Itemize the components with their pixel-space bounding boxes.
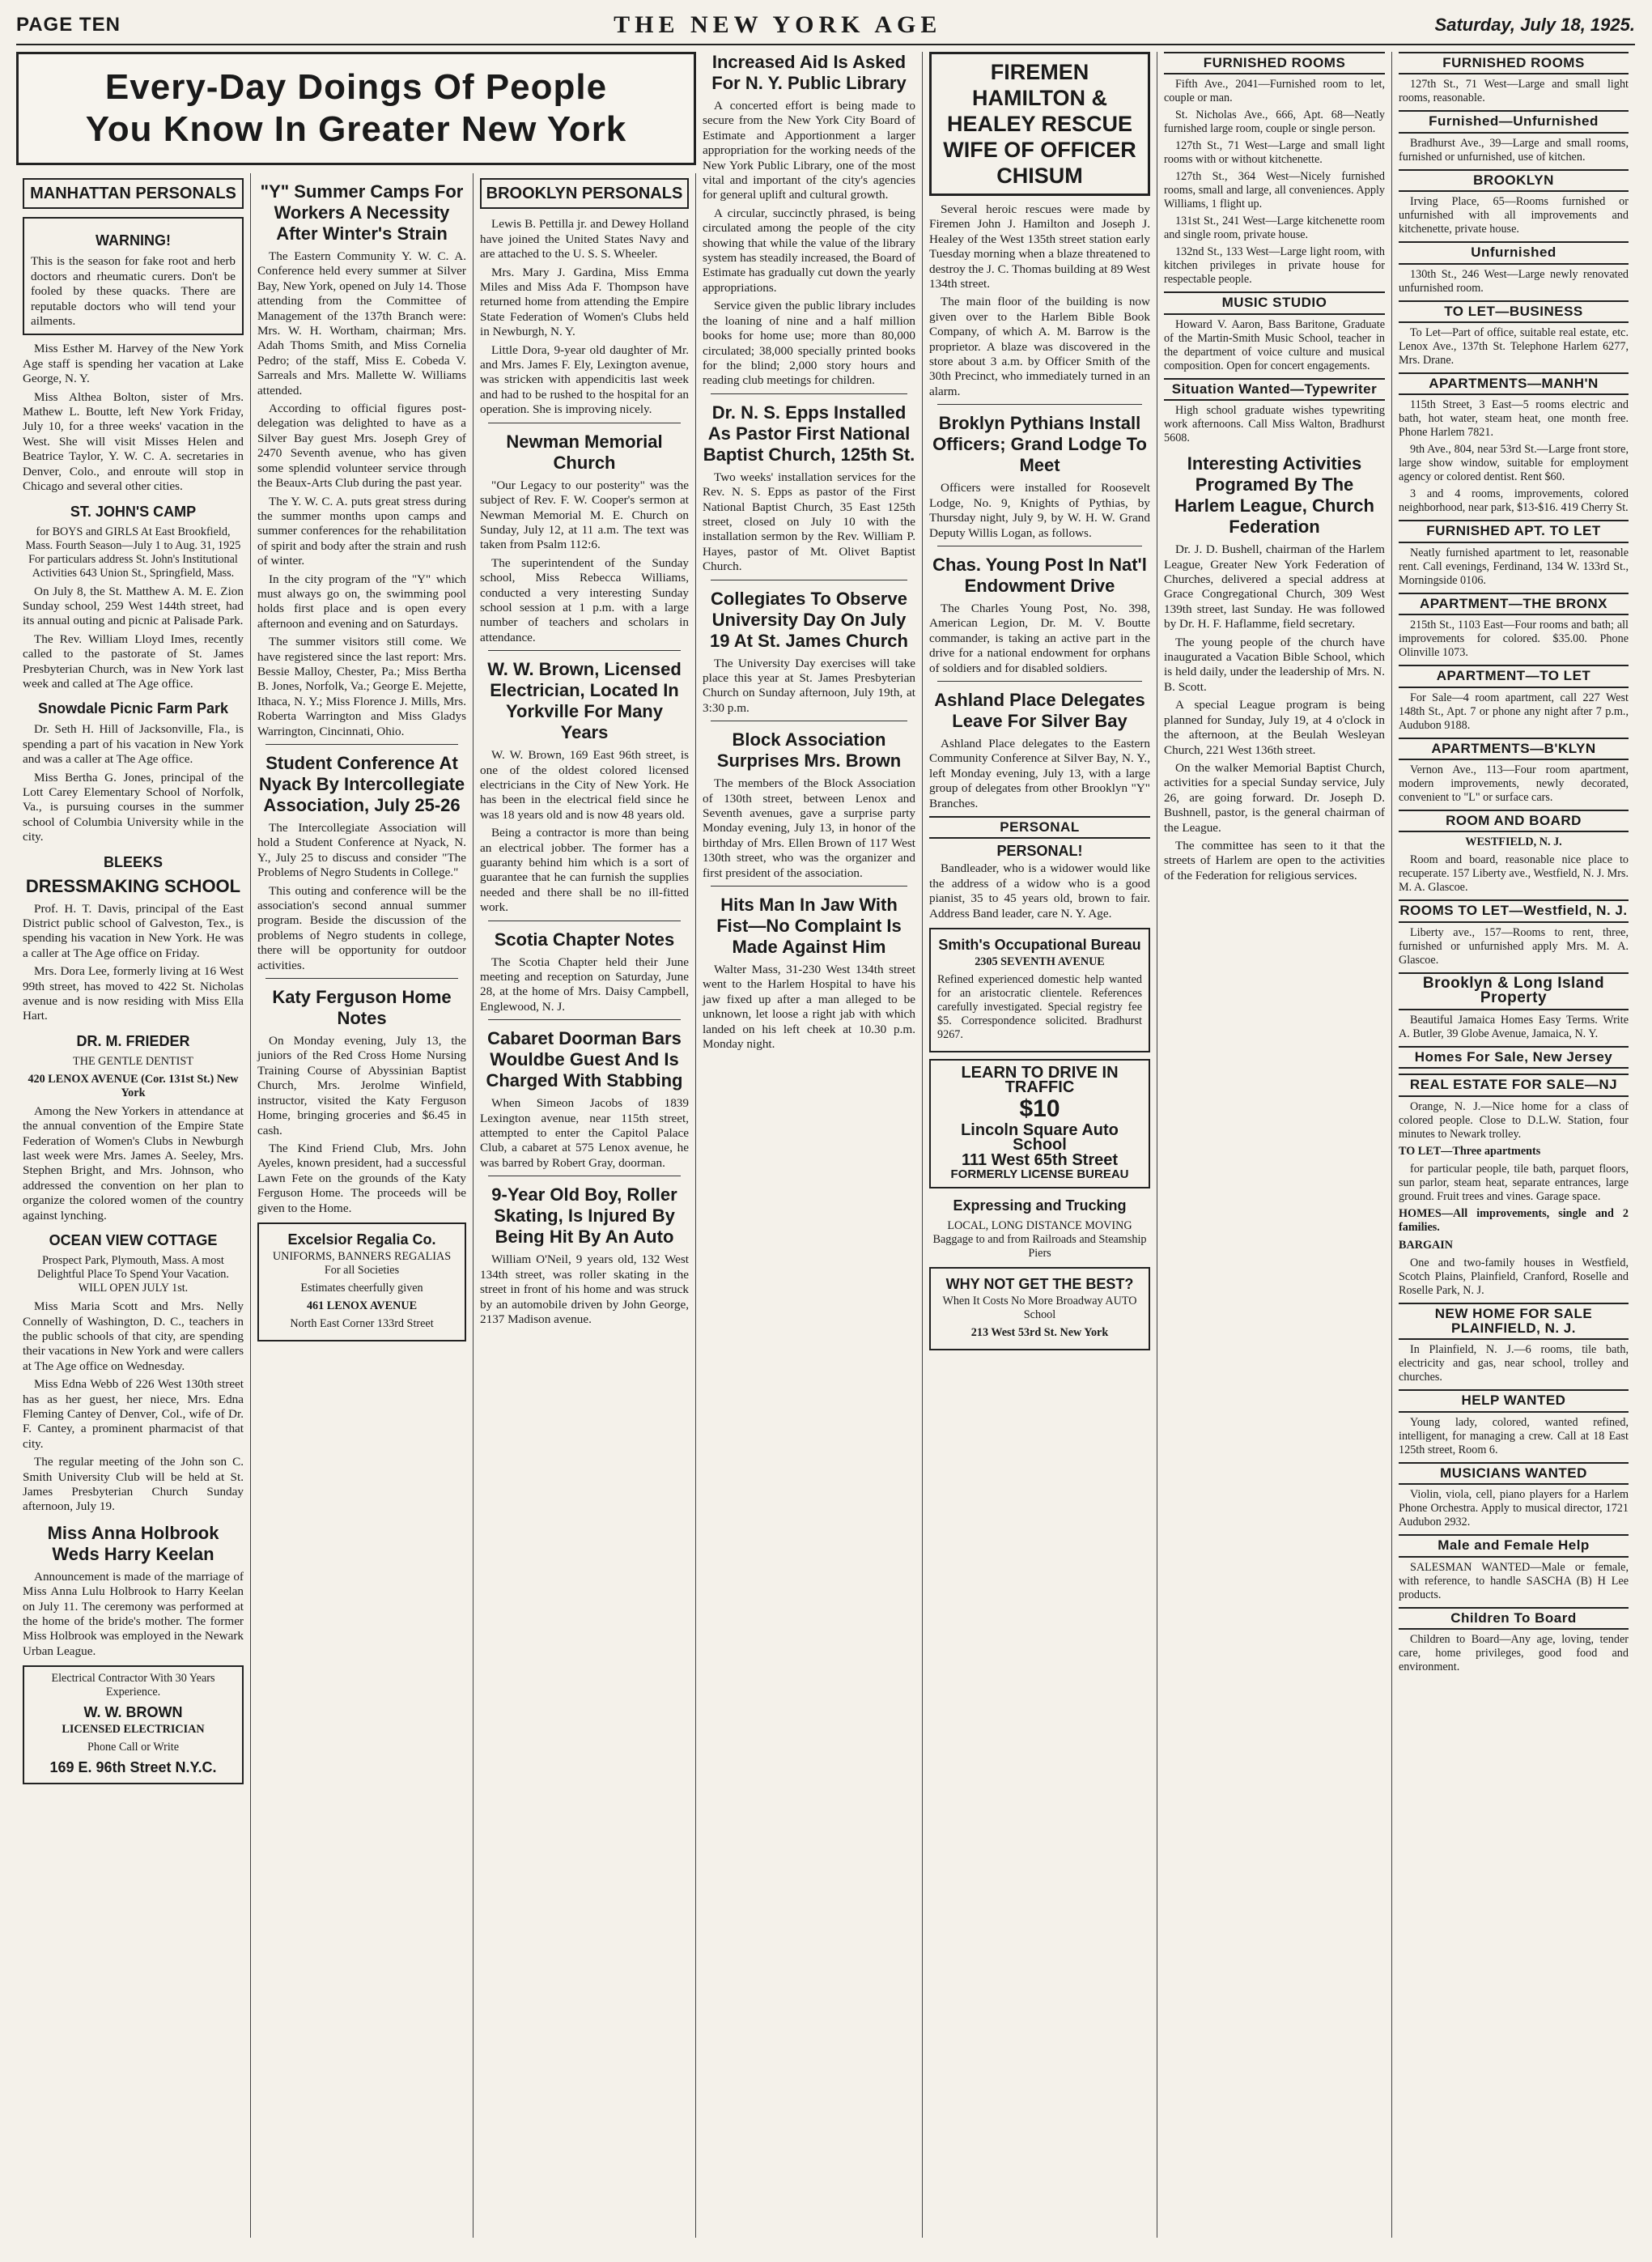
article-text: Mrs. Dora Lee, formerly living at 16 West 99th street, has moved to 422 St. Nicholas avenue and is now residing with Miss Ella Hart. bbox=[23, 964, 244, 1023]
musicians-wanted-head: MUSICIANS WANTED bbox=[1399, 1462, 1629, 1485]
classified-ad: 9th Ave., 804, near 53rd St.—Large front store, large show window, suitable for employment agency or colored dentist. Rent $60. bbox=[1399, 443, 1629, 484]
excelsior-ad-line: Estimates cheerfully given bbox=[300, 1281, 423, 1295]
article-text: The Eastern Community Y. W. C. A. Conference held every summer at Silver Bay, New York, opened on July 14. Those attending from the Committee of Management of the 137th Branch were: Mrs. W. H. Wortham, chairman; Mrs. Adah Thoms Smith, and Miss Cornelia Pedro; of the staff, Miss E. Cobeda V. Sarreals and Mrs. Mallette W. Williams attended. bbox=[257, 249, 466, 398]
classified-ad: for particular people, tile bath, parquet floors, sun parlor, steam heat, separate entrances, large ground. Fruit trees and vines. Garage space. bbox=[1399, 1162, 1629, 1203]
classified-ad: Children to Board—Any age, loving, tender care, home privileges, good food and environment. bbox=[1399, 1632, 1629, 1673]
article-text: The Rev. William Lloyd Imes, recently called to the pastorate of St. James Presbyterian Church, was in New York last week and called at The Age office. bbox=[23, 631, 244, 691]
newspaper-page bbox=[16, 6, 1635, 2249]
driving-ad-line: LEARN TO DRIVE IN TRAFFIC bbox=[961, 1064, 1119, 1097]
masthead bbox=[16, 6, 1635, 45]
article-text: Walter Mass, 31-230 West 134th street went to the Harlem Hospital to have his jaw fixed up after a man alleged to be unknown, let loose a right jab with which landed on his left cheek at 10.30 p.m. Monday night. bbox=[703, 963, 915, 1052]
article-text: A circular, succinctly phrased, is being circulated among the people of the city showing that while the value of the library system has steadily increased, the Board of Estimate has gradually cut down the yearly appropriations. bbox=[703, 206, 915, 295]
article-text: Mrs. Mary J. Gardina, Miss Emma Miles and Miss Ada F. Thompson have returned home from attending the Empire State Federation of Women's Clubs held in Newburgh, N. Y. bbox=[480, 265, 689, 339]
manhattan-personals-title: MANHATTAN PERSONALS bbox=[23, 178, 244, 209]
plainfield-head: NEW HOME FOR SALE PLAINFIELD, N. J. bbox=[1399, 1303, 1629, 1341]
article-text: When Simeon Jacobs of 1839 Lexington avenue, near 115th street, attempted to enter the Capitol Palace Club, a cabaret at 575 Lenox avenue, he was barred by Robert Gray, doorman. bbox=[480, 1096, 689, 1170]
children-to-board-head: Children To Board bbox=[1399, 1607, 1629, 1630]
harlem-league-headline: Interesting Activities Programed By The Harlem League, Church Federation bbox=[1174, 453, 1374, 538]
student-conference-headline: Student Conference At Nyack By Intercollegiate Association, July 25-26 bbox=[258, 753, 465, 815]
brown-electrician-ad bbox=[23, 1665, 244, 1784]
article-text: The Kind Friend Club, Mrs. John Ayeles, known president, had a successful Lawn Fete on the grounds of the Katy Ferguson Home. The proceeds will be given to the Home. bbox=[257, 1141, 466, 1215]
classified-ad: Violin, viola, cell, piano players for a Harlem Phone Orchestra. Apply to musical director, 1721 Audubon 2932. bbox=[1399, 1488, 1629, 1529]
excelsior-ad-line: North East Corner 133rd Street bbox=[290, 1316, 434, 1330]
brown-electrician-headline: W. W. Brown, Licensed Electrician, Located In Yorkville For Many Years bbox=[487, 659, 682, 743]
article-text: "Our Legacy to our posterity" was the subject of Rev. F. W. Cooper's sermon at Newman Memorial M. E. Church on Sunday, July 12, at 11 a.m. The text was taken from Psalm 112:6. bbox=[480, 478, 689, 552]
library-headline: Increased Aid Is Asked For N. Y. Public Library bbox=[711, 52, 907, 93]
personal-ad-title: PERSONAL! bbox=[996, 843, 1083, 860]
column-1 bbox=[16, 173, 251, 2238]
personal-ad-text: Bandleader, who is a widower would like the address of a widow who is a good pianist, 35 to 45 years old, brown to fair. Address Band leader, care N. Y. Age. bbox=[929, 861, 1150, 921]
room-and-board-head: ROOM AND BOARD bbox=[1399, 810, 1629, 832]
divider bbox=[937, 681, 1142, 682]
brown-ad-line: Phone Call or Write bbox=[87, 1741, 180, 1754]
apartments-manhattan-head: APARTMENTS—MANH'N bbox=[1399, 372, 1629, 395]
article-text: Miss Esther M. Harvey of the New York Age staff is spending her vacation at Lake George, N. Y. bbox=[23, 342, 244, 386]
article-text: The committee has seen to it that the streets of Harlem are open to the activities of the Federation for religious services. bbox=[1164, 838, 1385, 882]
driving-ad-school: Lincoln Square Auto School bbox=[961, 1120, 1119, 1154]
hits-man-headline: Hits Man In Jaw With Fist—No Complaint Is Made Against Him bbox=[716, 895, 902, 958]
classified-ad: 130th St., 246 West—Large newly renovated unfurnished room. bbox=[1399, 267, 1629, 295]
frieder-ad-subtitle: THE GENTLE DENTIST bbox=[73, 1054, 193, 1068]
article-text: The Charles Young Post, No. 398, American Legion, Dr. M. V. Boutte commander, is taking an active part in the drive for a national endowment for orphans of soldiers and for disabled soldiers. bbox=[929, 601, 1150, 675]
furnished-unfurnished-head: Furnished—Unfurnished bbox=[1399, 110, 1629, 133]
article-text: William O'Neil, 9 years old, 132 West 134th street, was roller skating in the street in front of his home and was struck by an automobile driven by John George, 2137 Madison avenue. bbox=[480, 1252, 689, 1326]
column-6 bbox=[1157, 52, 1392, 2238]
classified-ad: For Sale—4 room apartment, call 227 West 148th St., Apt. 7 or phone any night after 7 p.m., Audubon 9188. bbox=[1399, 691, 1629, 732]
article-text: This outing and conference will be the association's second annual summer program. Beside the discussion of the problems of Negro students in college, there will be opportunity for outdoor activities. bbox=[257, 883, 466, 972]
driving-school-ad bbox=[929, 1059, 1150, 1188]
smith-ad-title: Smith's Occupational Bureau bbox=[938, 937, 1141, 953]
holbrook-headline: Miss Anna Holbrook Weds Harry Keelan bbox=[47, 1522, 219, 1564]
issue-date: Saturday, July 18, 1925. bbox=[1434, 15, 1635, 35]
collegiates-headline: Collegiates To Observe University Day On July 19 At St. James Church bbox=[710, 588, 908, 651]
article-text: Lewis B. Pettilla jr. and Dewey Holland have joined the United States Navy and are attached to the U. S. S. Wheeler. bbox=[480, 217, 689, 261]
katy-ferguson-headline: Katy Ferguson Home Notes bbox=[272, 987, 452, 1029]
brooklyn-sub-head: BROOKLYN bbox=[1399, 169, 1629, 192]
article-text: Among the New Yorkers in attendance at the annual convention of the Empire State Federation of Women's Clubs in Newburgh last week were Mrs. James A. Seeley, Mrs. Stephen Bright, and Mrs. Johnson, who addressed the convention on her plan to organize the colored women of the country against lynching. bbox=[23, 1103, 244, 1222]
divider bbox=[711, 886, 907, 887]
classified-ad: 127th St., 71 West—Large and small light rooms with or without kitchenette. bbox=[1164, 139, 1385, 167]
classified-ad: Orange, N. J.—Nice home for a class of colored people. Close to D.L.W. Station, four minutes to Newark trolley. bbox=[1399, 1099, 1629, 1141]
banner-line-2: You Know In Greater New York bbox=[85, 109, 627, 149]
frieder-ad-title: DR. M. FRIEDER bbox=[76, 1032, 190, 1049]
ocean-view-ad-text: Prospect Park, Plymouth, Mass. A most Delightful Place To Spend Your Vacation. WILL OPEN JULY 1st. bbox=[37, 1254, 229, 1295]
apartment-to-let-head: APARTMENT—TO LET bbox=[1399, 665, 1629, 687]
warning-box bbox=[23, 217, 244, 335]
smith-ad-text: Refined experienced domestic help wanted for an aristocratic clientele. References carefully investigated. Special registry fee $5. Correspondence solicited. Bradhurst 9267. bbox=[937, 973, 1142, 1041]
column-5 bbox=[923, 52, 1157, 2238]
epps-headline: Dr. N. S. Epps Installed As Pastor First National Baptist Church, 125th St. bbox=[703, 402, 915, 465]
dressmaking-ad-title: DRESSMAKING SCHOOL bbox=[25, 875, 241, 896]
article-text: Dr. Seth H. Hill of Jacksonville, Fla., is spending a part of his vacation in New York and was a caller at The Age office. bbox=[23, 722, 244, 767]
classified-ad: 127th St., 71 West—Large and small light rooms, reasonable. bbox=[1399, 78, 1629, 105]
brooklyn-personals-title: BROOKLYN PERSONALS bbox=[480, 178, 689, 209]
column-4 bbox=[696, 52, 923, 2238]
divider bbox=[265, 978, 458, 979]
classified-ad: Beautiful Jamaica Homes Easy Terms. Write A. Butler, 39 Globe Avenue, Jamaica, N. Y. bbox=[1399, 1013, 1629, 1040]
article-text: On July 8, the St. Matthew A. M. E. Zion Sunday school, 259 West 144th street, had its annual outing and picnic at Palisade Park. bbox=[23, 584, 244, 628]
newman-church-headline: Newman Memorial Church bbox=[506, 431, 663, 473]
column-7 bbox=[1392, 52, 1635, 2238]
firemen-headline: FIREMEN HAMILTON & HEALEY RESCUE WIFE OF OFFICER CHISUM bbox=[929, 52, 1150, 196]
warning-text: This is the season for fake root and herb doctors and rheumatic curers. Don't be fooled by these quacks. There are reputable doctors who will tend your ailments. bbox=[31, 254, 236, 329]
classified-ad: 127th St., 364 West—Nicely furnished rooms, small and large, all conveniences. Apply Williams, 1 flight up. bbox=[1164, 170, 1385, 211]
smith-ad-address: 2305 SEVENTH AVENUE bbox=[975, 955, 1105, 968]
broadway-ad-title: WHY NOT GET THE BEST? bbox=[945, 1276, 1134, 1293]
camp-ad-text: for BOYS and GIRLS At East Brookfield, Mass. Fourth Season—July 1 to Aug. 31, 1925 For particulars address St. John's Institutional Activities 643 Union St., Springfield, Mass. bbox=[25, 525, 241, 580]
brown-ad-line: Electrical Contractor With 30 Years Experience. bbox=[51, 1672, 215, 1699]
classified-ad: High school graduate wishes typewriting work afternoons. Call Miss Walton, Bradhurst 5608. bbox=[1164, 404, 1385, 445]
article-text: On the walker Memorial Baptist Church, activities for a special Sunday service, July 26, are going forward. Dr. Joseph D. Bushnell, pastor, is the general chairman of the League. bbox=[1164, 760, 1385, 835]
brown-ad-address: 169 E. 96th Street N.Y.C. bbox=[49, 1759, 217, 1776]
article-text: According to official figures post-delegation was delighted to have as a Silver Bay guest Mrs. Joseph Grey of 2470 Seventh avenue, who has given some splendid volunteer service through the Beaux-Arts Club during the past year. bbox=[257, 402, 466, 491]
page-label: PAGE TEN bbox=[16, 14, 121, 36]
excelsior-ad-title: Excelsior Regalia Co. bbox=[287, 1231, 436, 1248]
real-estate-head: REAL ESTATE FOR SALE—NJ bbox=[1399, 1074, 1629, 1096]
classified-ad: Neatly furnished apartment to let, reasonable rent. Call evenings, Ferdinand, 134 W. 133rd St., Morningside 0106. bbox=[1399, 546, 1629, 587]
expressing-ad-text: LOCAL, LONG DISTANCE MOVING Baggage to and from Railroads and Steamship Piers bbox=[932, 1219, 1147, 1261]
article-text: The young people of the church have inaugurated a Vacation Bible School, which is held daily, under the leadership of Mrs. N. B. Scott. bbox=[1164, 635, 1385, 694]
divider bbox=[265, 744, 458, 745]
classified-ad: To Let—Part of office, suitable real estate, etc. Lenox Ave., 137th St. Telephone Harlem 6277, Mrs. Drane. bbox=[1399, 326, 1629, 368]
article-text: Several heroic rescues were made by Firemen John J. Hamilton and Joseph J. Healey of the West 135th street station early Tuesday morning when a blaze threatened to destroy the J. C. Thomas building at 89 West 134th street. bbox=[929, 202, 1150, 291]
classified-ad: 132nd St., 133 West—Large light room, with kitchen privileges in private house for respectable people. bbox=[1164, 245, 1385, 287]
banner-line-1: Every-Day Doings Of People bbox=[104, 67, 608, 107]
article-text: A special League program is being planned for Sunday, July 19, at 4 o'clock in the afternoon, at the Beulah Wesleyan Church, 221 West 136th street. bbox=[1164, 698, 1385, 757]
classified-ad: Liberty ave., 157—Rooms to rent, three, furnished or unfurnished apply Mrs. M. A. Glascoe. bbox=[1399, 925, 1629, 967]
furnished-rooms-head: FURNISHED ROOMS bbox=[1164, 52, 1385, 74]
classified-ad: Vernon Ave., 113—Four room apartment, modern improvements, newly decorated, convenient to "L" or surface cars. bbox=[1399, 763, 1629, 805]
article-text: Dr. J. D. Bushell, chairman of the Harlem League, Greater New York Federation of Churches, delivered a special address at Grace Congregational Church, 309 West 139th street, last Sunday. He was followed by Dr. H. F. Haflamme, field secretary. bbox=[1164, 542, 1385, 631]
article-text: W. W. Brown, 169 East 96th street, is one of the oldest colored licensed electricians in the City of New York. He has been in the electrical field since he was 18 years old and is now 48 years old. bbox=[480, 748, 689, 822]
situation-wanted-head: Situation Wanted—Typewriter bbox=[1164, 378, 1385, 401]
broadway-auto-ad bbox=[929, 1267, 1150, 1350]
divider bbox=[711, 393, 907, 394]
article-text: Prof. H. T. Davis, principal of the East District public school of Galveston, Tex., is spending his vacation in New York. He was a caller at The Age office on Friday. bbox=[23, 901, 244, 960]
male-female-help-head: Male and Female Help bbox=[1399, 1534, 1629, 1557]
classified-ad: Irving Place, 65—Rooms furnished or unfurnished with all improvements and kitchenette, private house. bbox=[1399, 195, 1629, 236]
classified-ad: One and two-family houses in Westfield, Scotch Plains, Plainfield, Cranford, Roselle and Roselle Park, N. J. bbox=[1399, 1256, 1629, 1297]
article-text: Ashland Place delegates to the Eastern Community Conference at Silver Bay, N. Y., left Monday evening, July 13, with a large group of delegates from other Brooklyn "Y" Branches. bbox=[929, 736, 1150, 810]
article-text: The Intercollegiate Association will hold a Student Conference at Nyack, N. Y., July 25 to discuss and consider "The Problems of Negro Students in College." bbox=[257, 821, 466, 880]
expressing-ad-title: Expressing and Trucking bbox=[953, 1197, 1127, 1214]
apartments-brooklyn-head: APARTMENTS—B'KLYN bbox=[1399, 738, 1629, 760]
classified-ad: Bradhurst Ave., 39—Large and small rooms, furnished or unfurnished, use of kitchen. bbox=[1399, 136, 1629, 164]
classified-ad: Room and board, reasonable nice place to recuperate. 157 Liberty ave., Westfield, N. J. Mrs. M. A. Glascoe. bbox=[1399, 853, 1629, 895]
to-let-apartments-head: TO LET—Three apartments bbox=[1399, 1144, 1541, 1158]
article-text: Little Dora, 9-year old daughter of Mr. and Mrs. James F. Ely, Lexington avenue, was stricken with appendicitis last week and had to be rushed to the hospital for an operation. She is improving nicely. bbox=[480, 342, 689, 417]
to-let-business-head: TO LET—BUSINESS bbox=[1399, 300, 1629, 323]
driving-ad-price: $10 bbox=[1019, 1095, 1060, 1122]
column-3 bbox=[474, 173, 696, 2238]
help-wanted-head: HELP WANTED bbox=[1399, 1389, 1629, 1412]
furnished-rooms-head: FURNISHED ROOMS bbox=[1399, 52, 1629, 74]
bleeks-ad-title: BLEEKS bbox=[103, 853, 163, 870]
article-text: The summer visitors still come. We have registered since the last report: Mrs. Bessie Malloy, Chester, Pa.; Miss Bertha B. Jones, Norfolk, Va.; George E. Mejette, Ithaca, N. Y.; Miss Florence J. Mills, Mrs. Roberta Warrington and Miss Gladys Warrington, Cincinnati, Ohio. bbox=[257, 635, 466, 738]
snowdale-ad-title: Snowdale Picnic Farm Park bbox=[37, 700, 229, 717]
music-studio-head: MUSIC STUDIO bbox=[1164, 291, 1385, 314]
scotia-chapter-headline: Scotia Chapter Notes bbox=[494, 929, 675, 950]
broadway-ad-text: When It Costs No More Broadway AUTO School bbox=[942, 1295, 1137, 1322]
classified-ad: Young lady, colored, wanted refined, intelligent, for managing a crew. Call at 18 East 125th street, Room 6. bbox=[1399, 1415, 1629, 1456]
article-text: The superintendent of the Sunday school, Miss Rebecca Williams, conducted a very interesting Sunday school session at 1 p.m. with a large number of teachers and scholars in attendance. bbox=[480, 555, 689, 644]
divider bbox=[488, 1019, 681, 1020]
excelsior-ad-line: UNIFORMS, BANNERS REGALIAS For all Societies bbox=[272, 1249, 452, 1277]
young-post-headline: Chas. Young Post In Nat'l Endowment Drive bbox=[932, 554, 1147, 596]
warning-title: WARNING! bbox=[96, 232, 171, 249]
apartment-bronx-head: APARTMENT—THE BRONX bbox=[1399, 593, 1629, 615]
column-2 bbox=[251, 173, 474, 2238]
smith-bureau-ad bbox=[929, 928, 1150, 1052]
article-text: Service given the public library includes the loaning of nine and a half million books for home use; more than 80,000 circulated; 38,000 specially printed books for the blind; 2,000 story hours and reading club meetings for children. bbox=[703, 299, 915, 388]
classified-ad: 215th St., 1103 East—Four rooms and bath; all improvements for colored. $35.00. Phone Olinville 1073. bbox=[1399, 619, 1629, 660]
article-text: Being a contractor is more than being an electrical jobber. The former has a guaranty behind him which is a sort of guarantee that he can furnish the supplies needed and there shall be no ill-fitted work. bbox=[480, 826, 689, 915]
westfield-rooms-head: ROOMS TO LET—Westfield, N. J. bbox=[1399, 899, 1629, 922]
block-association-headline: Block Association Surprises Mrs. Brown bbox=[716, 729, 902, 772]
classified-ad: SALESMAN WANTED—Male or female, with reference, to handle SASCHA (B) H Lee products. bbox=[1399, 1560, 1629, 1601]
article-text: The regular meeting of the John son C. Smith University Club will be held at St. James Presbyterian Church Sunday afternoon, July 19. bbox=[23, 1455, 244, 1514]
ashland-headline: Ashland Place Delegates Leave For Silver Bay bbox=[934, 689, 1145, 731]
classified-ad: 115th Street, 3 East—5 rooms electric and bath, hot water, steam heat, one month free. Phone Harlem 7821. bbox=[1399, 398, 1629, 440]
ocean-view-ad-title: OCEAN VIEW COTTAGE bbox=[49, 1232, 218, 1249]
classified-ad: St. Nicholas Ave., 666, Apt. 68—Neatly furnished large room, couple or single person. bbox=[1164, 108, 1385, 136]
article-text: On Monday evening, July 13, the juniors of the Red Cross Home Nursing Training Course of Abyssinian Baptist Church, Mrs. Jerolme Winfield, instructor, visited the Katy Ferguson Home, bringing groceries and $6.45 in cash. bbox=[257, 1034, 466, 1137]
divider bbox=[488, 650, 681, 651]
excelsior-regalia-ad bbox=[257, 1222, 466, 1341]
cabaret-headline: Cabaret Doorman Bars Wouldbe Guest And Is Charged With Stabbing bbox=[486, 1028, 683, 1091]
personal-section-head: PERSONAL bbox=[929, 816, 1150, 839]
article-text: In the city program of the "Y" which must always go on, the swimming pool holds first place and is open every afternoon and evening and on Saturdays. bbox=[257, 572, 466, 631]
classified-ad: 3 and 4 rooms, improvements, colored neighborhood, near park, $13-$16. 419 Cherry St. bbox=[1399, 487, 1629, 515]
frieder-ad-address: 420 LENOX AVENUE (Cor. 131st St.) New York bbox=[28, 1072, 239, 1099]
article-text: The University Day exercises will take place this year at St. James Presbyterian Church on Sunday afternoon, July 19th, at 3:30 p.m. bbox=[703, 656, 915, 715]
classified-ad: Fifth Ave., 2041—Furnished room to let, couple or man. bbox=[1164, 78, 1385, 105]
article-text: A concerted effort is being made to secure from the New York City Board of Estimate and Apportionment a larger appropriation for the working needs of the New York Public Library, one of the most vital and important of the city's agencies for general uplift and cultural growth. bbox=[703, 99, 915, 202]
article-text: Two weeks' installation services for the Rev. N. S. Epps as pastor of the First National Baptist Church, 35 East 125th street, closed on July 10 with the installation sermon by the Rev. William P. Hayes, pastor of Mt. Olivet Baptist Church. bbox=[703, 470, 915, 574]
article-text: Miss Edna Webb of 226 West 130th street has as her guest, her niece, Mrs. Edna Fleming Cantey of Denver, Col., wife of Dr. F. Cantey, a prominent pharmacist of that city. bbox=[23, 1377, 244, 1451]
classified-ad: Howard V. Aaron, Bass Baritone, Graduate of the Martin-Smith Music School, teacher in the department of voice culture and musical composition. Open for concert engagements. bbox=[1164, 317, 1385, 372]
article-text: The main floor of the building is now given over to the Harlem Bible Book Company, of which A. M. Barrow is the proprietor. A blaze was discovered in the store about 3 a.m. by Officer Smith of the 30th Precinct, who immediately turned in an alarm. bbox=[929, 295, 1150, 398]
classified-ad: 131st St., 241 West—Large kitchenette room and single room, private house. bbox=[1164, 215, 1385, 242]
pythians-headline: Broklyn Pythians Install Officers; Grand Lodge To Meet bbox=[932, 413, 1147, 476]
excelsior-ad-address: 461 LENOX AVENUE bbox=[306, 1299, 418, 1312]
driving-ad-line: FORMERLY LICENSE BUREAU bbox=[950, 1167, 1129, 1182]
article-text: The members of the Block Association of 130th street, between Lenox and Seventh avenues, gave a surprise party Monday evening, July 13, in honor of the birthday of Mrs. Ellen Brown of 117 West 130th street, who was the organizer and first president of the association. bbox=[703, 776, 915, 880]
article-text: Announcement is made of the marriage of Miss Anna Lulu Holbrook to Harry Keelan on July 11. The ceremony was performed at the home of the bride's mother. The former Miss Holbrook was employed in the Newark Urban League. bbox=[23, 1569, 244, 1658]
y-camps-headline: "Y" Summer Camps For Workers A Necessity After Winter's Strain bbox=[260, 181, 464, 244]
article-text: Miss Althea Bolton, sister of Mrs. Mathew L. Boutte, left New York Friday, July 10, for a three weeks' vacation in the West. She will visit Misses Helen and Beatrice Taylor, Y. W. C. A. secretaries in Denver, Colo., and enroute will stop in Chicago and several other cities. bbox=[23, 389, 244, 494]
brown-ad-line: LICENSED ELECTRICIAN bbox=[62, 1723, 205, 1737]
brooklyn-property-head: Brooklyn & Long Island Property bbox=[1399, 972, 1629, 1010]
brown-ad-name: W. W. BROWN bbox=[83, 1704, 183, 1721]
westfield-sub-head: WESTFIELD, N. J. bbox=[1465, 835, 1562, 849]
bargain-head: BARGAIN bbox=[1399, 1238, 1454, 1252]
broadway-ad-address: 213 West 53rd St. New York bbox=[970, 1326, 1109, 1340]
article-text: Miss Bertha G. Jones, principal of the Lott Carey Elementary School of Norfolk, Va., is pursuing courses in the summer school of Columbia University while in the city. bbox=[23, 770, 244, 844]
furnished-apt-head: FURNISHED APT. TO LET bbox=[1399, 520, 1629, 542]
skating-headline: 9-Year Old Boy, Roller Skating, Is Injured By Being Hit By An Auto bbox=[491, 1184, 677, 1248]
article-text: Officers were installed for Roosevelt Lodge, No. 9, Knights of Pythias, by Thursday night, July 9, by W. H. W. Grand Deputy Willis Logan, as follows. bbox=[929, 481, 1150, 540]
unfurnished-head: Unfurnished bbox=[1399, 241, 1629, 264]
article-text: The Y. W. C. A. puts great stress during the summer months upon camps and summer conferences for the rehabilitation of spirit and body after the strain and rush of winter. bbox=[257, 494, 466, 568]
article-text: Miss Maria Scott and Mrs. Nelly Connelly of Washington, D. C., teachers in the public schools of that city, are spending their vacations in New York and were callers at The Age office on Wednesday. bbox=[23, 1299, 244, 1373]
banner-headline bbox=[16, 52, 696, 165]
divider bbox=[937, 404, 1142, 405]
classified-ad: In Plainfield, N. J.—6 rooms, tile bath, electricity and gas, near school, trolley and churches. bbox=[1399, 1343, 1629, 1384]
article-text: The Scotia Chapter held their June meeting and reception on Saturday, June 28, at the home of Mrs. Daisy Campbell, Englewood, N. J. bbox=[480, 955, 689, 1014]
driving-ad-address: 111 West 65th Street bbox=[961, 1150, 1119, 1169]
paper-name: THE NEW YORK AGE bbox=[614, 11, 942, 38]
homes-head: HOMES—All improvements, single and 2 families. bbox=[1399, 1206, 1629, 1234]
camp-ad-title: ST. JOHN'S CAMP bbox=[70, 503, 197, 520]
homes-new-jersey-head: Homes For Sale, New Jersey bbox=[1399, 1046, 1629, 1069]
